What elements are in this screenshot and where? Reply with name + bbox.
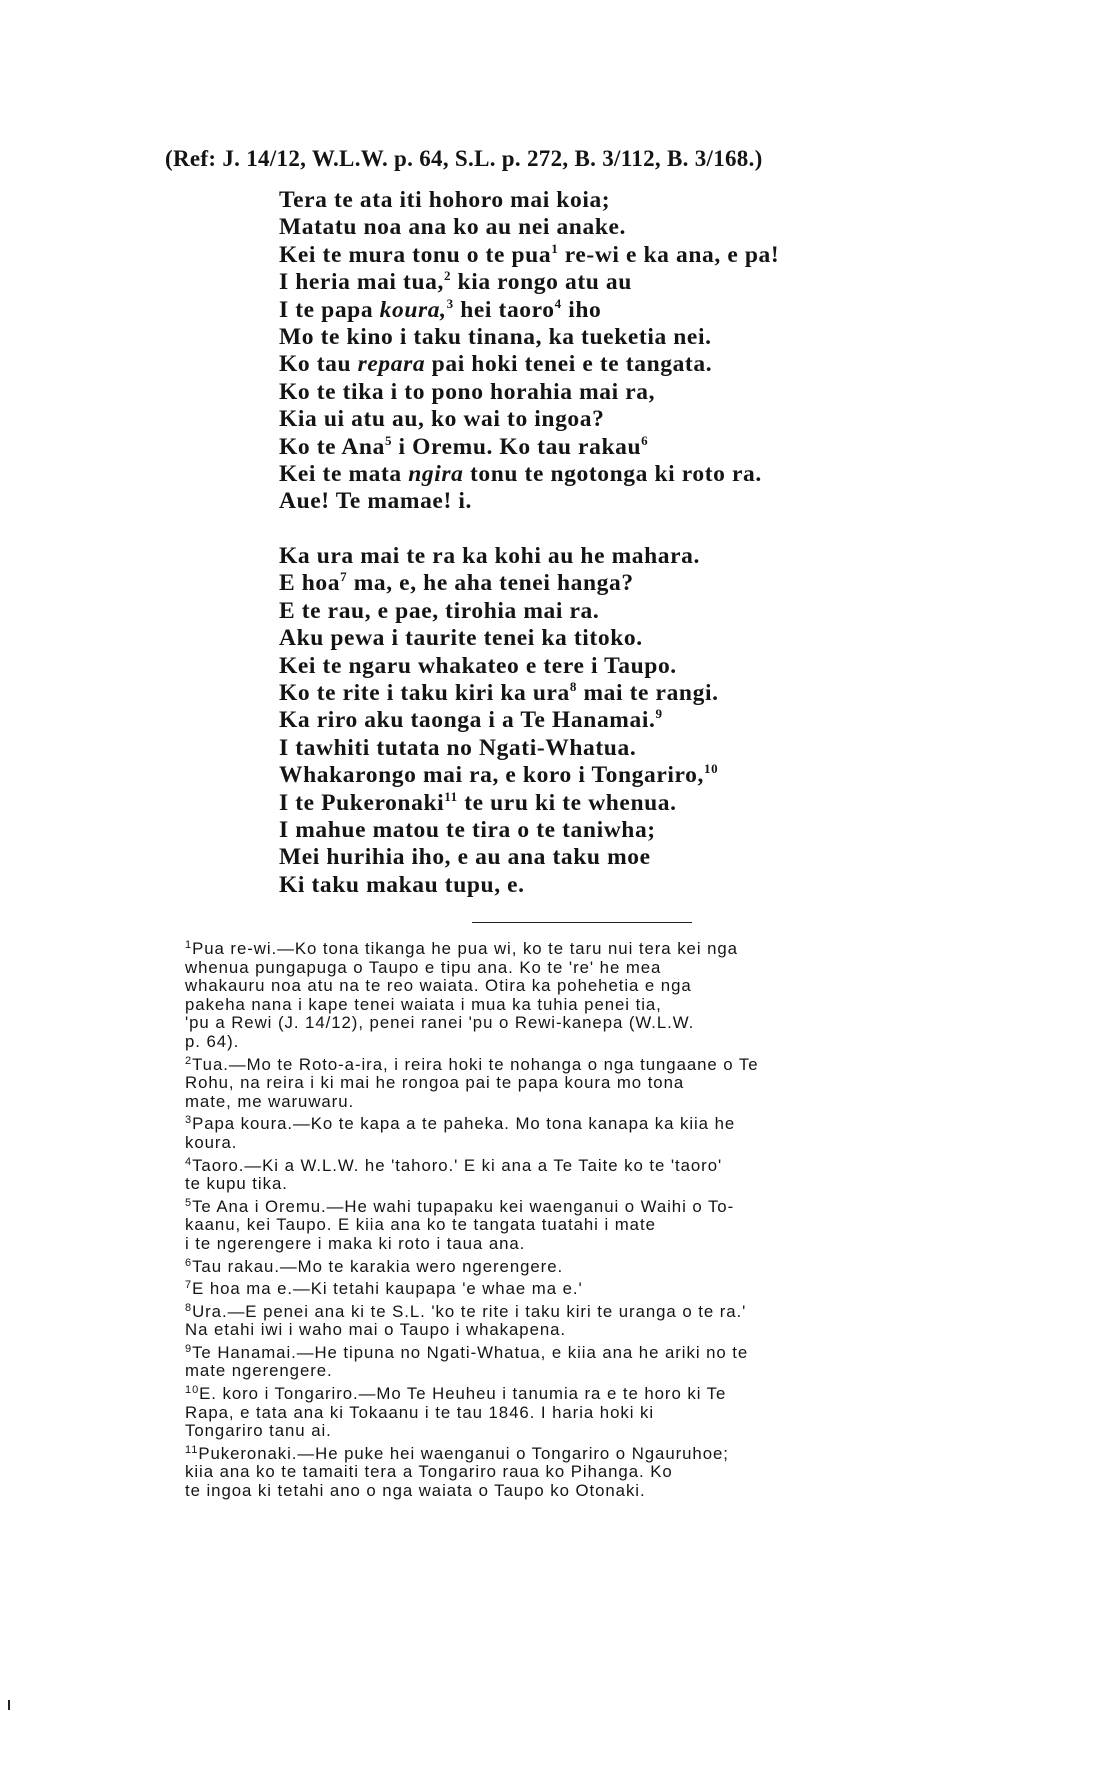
footnote-text: koura.: [185, 1132, 238, 1152]
footnote-line: [185, 1155, 985, 1176]
footnote-text: whakauru noa atu na te reo waiata. Otira ka pohehetia e nga: [185, 976, 692, 996]
footnote: [185, 1344, 985, 1381]
poem-line: [279, 187, 779, 214]
poem-line: [279, 872, 719, 899]
footnote: [185, 1198, 985, 1254]
line-text: E te rau, e pae, tirohia mai ra.: [279, 597, 600, 624]
footnote-line: [185, 1054, 985, 1075]
line-text: Kia ui atu au, ko wai to ingoa?: [279, 406, 605, 433]
line-text: Aue! Te mamae! i.: [279, 488, 472, 515]
footnote-text: i te ngerengere i maka ki roto i taua ana.: [185, 1233, 526, 1253]
line-text: mai te rangi.: [577, 680, 719, 707]
stanza-2: [279, 543, 719, 899]
italic-word: koura,: [379, 296, 447, 323]
footnote: [185, 1445, 985, 1501]
footnote-text: E hoa ma e.—Ki tetahi kaupapa 'e whae ma e.': [192, 1279, 583, 1299]
line-text: Ki taku makau tupu, e.: [279, 871, 525, 898]
line-text: ma, e, he aha tenei hanga?: [347, 570, 634, 597]
footnote-ref: 7: [340, 569, 348, 585]
line-text: Mei hurihia iho, e au ana taku moe: [279, 844, 651, 871]
footnote-number: 6: [185, 1256, 193, 1269]
footnote-text: mate ngerengere.: [185, 1361, 333, 1381]
footnote-text: Tau rakau.—Mo te karakia wero ngerengere.: [192, 1256, 564, 1276]
footnote: [185, 1115, 985, 1152]
footnote-number: 9: [185, 1342, 193, 1355]
footnote: [185, 1056, 985, 1112]
line-text: iho: [561, 296, 602, 323]
poem-line: [279, 707, 719, 734]
footnote-ref: 2: [443, 268, 452, 284]
poem-line: [279, 488, 779, 515]
footnote: [185, 1303, 985, 1340]
line-text: tonu te ngotonga ki roto ra.: [463, 461, 762, 488]
footnote-line: [185, 1256, 985, 1277]
line-text: kia rongo atu au: [451, 269, 632, 296]
line-text: Kei te ngaru whakateo e tere i Taupo.: [279, 652, 677, 679]
footnote-ref: 5: [384, 432, 393, 448]
footnote-number: 10: [185, 1384, 200, 1397]
poem-line: [279, 406, 779, 433]
poem-line: [279, 653, 719, 680]
footnote-line: [185, 1031, 985, 1052]
footnotes: [185, 940, 985, 1505]
italic-word: ngira: [408, 461, 464, 488]
footnote-text: Tua.—Mo te Roto-a-ira, i reira hoki te nohanga o nga tungaane o Te: [192, 1054, 759, 1074]
line-text: hei taoro: [453, 296, 555, 323]
footnote-line: [185, 976, 985, 996]
footnote-number: 11: [185, 1443, 199, 1456]
footnote-line: [185, 1132, 985, 1153]
line-text: Ko te Ana: [279, 433, 385, 460]
poem-line: [279, 762, 719, 789]
poem-line: [279, 434, 779, 461]
footnote-line: [185, 1233, 985, 1254]
footnote-line: [185, 1361, 985, 1381]
footnote-line: [185, 957, 985, 978]
footnote-ref: 10: [703, 761, 719, 777]
footnote-text: kiia ana ko te tamaiti tera a Tongariro raua ko Pihanga. Ko: [185, 1462, 673, 1482]
poem-line: [279, 844, 719, 871]
line-text: E hoa: [279, 570, 341, 597]
footnote-text: Taoro.—Ki a W.L.W. he 'tahoro.' E ki ana a Te Taite ko te 'taoro': [192, 1155, 723, 1175]
footnote-line: [185, 1301, 985, 1322]
footnote-divider: [472, 922, 692, 923]
footnote: [185, 1385, 985, 1441]
line-text: te uru ki te whenua.: [457, 789, 677, 816]
footnote-number: 3: [185, 1114, 193, 1127]
footnote-text: te ingoa ki tetahi ano o nga waiata o Taupo ko Otonaki.: [185, 1481, 646, 1501]
footnote-ref: 9: [655, 706, 663, 722]
stanza-1: [279, 187, 779, 516]
poem-line: [279, 680, 719, 707]
footnote-text: Na etahi iwi i waho mai o Taupo i whakapena.: [185, 1320, 567, 1340]
footnote-ref: 3: [446, 295, 454, 311]
footnote-text: Rapa, e tata ana ki Tokaanu i te tau 1846. I haria hoki ki: [185, 1402, 655, 1422]
poem-line: [279, 242, 779, 269]
footnote-text: 'pu a Rewi (J. 14/12), penei ranei 'pu o Rewi-kanepa (W.L.W.: [185, 1013, 695, 1033]
line-text: i Oremu. Ko tau rakau: [392, 433, 642, 460]
line-text: Matatu noa ana ko au nei anake.: [279, 214, 627, 241]
footnote-text: Papa koura.—Ko te kapa a te paheka. Mo tona kanapa ka kiia he: [192, 1114, 736, 1134]
reference-line: (Ref: J. 14/12, W.L.W. p. 64, S.L. p. 272, B. 3/112, B. 3/168.): [165, 146, 763, 171]
footnote-text: p. 64).: [185, 1031, 240, 1051]
footnote-line: [185, 1342, 985, 1363]
footnote-ref: 1: [551, 240, 559, 256]
line-text: Kei te mura tonu o te pua: [279, 241, 552, 268]
footnote-text: Pukeronaki.—He puke hei waenganui o Tongariro o Ngauruhoe;: [198, 1443, 729, 1463]
footnote: [185, 1157, 985, 1194]
footnote-text: mate, me waruwaru.: [185, 1091, 355, 1111]
footnote-ref: 4: [554, 295, 562, 311]
line-text: Ko tau: [279, 351, 358, 378]
line-text: Ka riro aku taonga i a Te Hanamai.: [279, 707, 656, 734]
footnote-number: 5: [185, 1196, 193, 1209]
footnote-text: pakeha nana i kape tenei waiata i mua ka tuhia penei tia,: [185, 994, 662, 1014]
poem-line: [279, 570, 719, 597]
poem-line: [279, 269, 779, 296]
margin-tick-mark: [8, 1700, 10, 1710]
footnote-line: [185, 1320, 985, 1340]
footnote-text: Te Hanamai.—He tipuna no Ngati-Whatua, e kiia ana he ariki no te: [192, 1342, 749, 1362]
line-text: Aku pewa i taurite tenei ka titoko.: [279, 625, 643, 652]
footnote-text: Pua re-wi.—Ko tona tikanga he pua wi, ko te taru nui tera kei nga: [192, 939, 738, 958]
poem-line: [279, 351, 779, 378]
footnote-line: [185, 939, 985, 959]
footnote-line: [185, 1481, 985, 1501]
footnote-line: [185, 1443, 985, 1464]
line-text: Whakarongo mai ra, e koro i Tongariro,: [279, 762, 704, 789]
poem-line: [279, 598, 719, 625]
footnote-number: 4: [185, 1155, 193, 1168]
footnote: [185, 1280, 985, 1299]
poem-line: [279, 790, 719, 817]
footnote-line: [185, 1114, 985, 1134]
poem-line: [279, 379, 779, 406]
footnote-line: [185, 1215, 985, 1235]
line-text: Tera te ata iti hohoro mai koia;: [279, 187, 611, 213]
footnote-line: [185, 1073, 985, 1093]
footnote-text: Rohu, na reira i ki mai he rongoa pai te papa koura mo tona: [185, 1073, 685, 1093]
footnote-text: te kupu tika.: [185, 1174, 288, 1194]
footnote-line: [185, 994, 985, 1015]
footnote-line: [185, 1174, 985, 1194]
footnote-line: [185, 1013, 985, 1033]
footnote-ref: 8: [569, 679, 578, 695]
footnote-line: [185, 1091, 985, 1112]
poem-line: [279, 214, 779, 241]
footnote-line: [185, 1402, 985, 1423]
poem-line: [279, 735, 719, 762]
line-text: Ko te tika i to pono horahia mai ra,: [279, 378, 656, 405]
line-text: Ko te rite i taku kiri ka ura: [279, 680, 570, 707]
footnote-number: 2: [185, 1054, 193, 1067]
poem-line: [279, 297, 779, 324]
footnote: [185, 940, 985, 1052]
footnote: [185, 1258, 985, 1277]
line-text: I te Pukeronaki: [279, 789, 445, 816]
line-text: Mo te kino i taku tinana, ka tueketia nei.: [279, 324, 712, 351]
line-text: pai hoki tenei e te tangata.: [425, 351, 713, 378]
line-text: re-wi e ka ana, e pa!: [558, 241, 780, 268]
line-text: Ka ura mai te ra ka kohi au he mahara.: [279, 543, 701, 569]
poem-line: [279, 543, 719, 570]
footnote-text: Te Ana i Oremu.—He wahi tupapaku kei waenganui o Waihi o To-: [192, 1196, 735, 1216]
poem-line: [279, 461, 779, 488]
footnote-ref: 6: [641, 432, 649, 448]
footnote-line: [185, 1279, 985, 1299]
footnote-ref: 11: [444, 788, 458, 804]
footnote-text: whenua pungapuga o Taupo e tipu ana. Ko te 're' he mea: [185, 957, 662, 977]
poem-line: [279, 817, 719, 844]
footnote-text: kaanu, kei Taupo. E kiia ana ko te tangata tuatahi i mate: [185, 1215, 656, 1235]
italic-word: repara: [357, 351, 426, 378]
footnote-line: [185, 1384, 985, 1404]
line-text: I te papa: [279, 296, 380, 323]
poem-line: [279, 324, 779, 351]
footnote-number: 8: [185, 1301, 193, 1314]
line-text: I mahue matou te tira o te taniwha;: [279, 817, 656, 844]
footnote-line: [185, 1462, 985, 1482]
footnote-line: [185, 1421, 985, 1441]
line-text: Kei te mata: [279, 461, 409, 488]
footnote-text: Tongariro tanu ai.: [185, 1421, 332, 1441]
poem-line: [279, 625, 719, 652]
footnote-line: [185, 1196, 985, 1217]
footnote-text: Ura.—E penei ana ki te S.L. 'ko te rite i taku kiri te uranga o te ra.': [192, 1301, 747, 1321]
line-text: I tawhiti tutata no Ngati-Whatua.: [279, 734, 637, 761]
footnote-text: E. koro i Tongariro.—Mo Te Heuheu i tanumia ra e te horo ki Te: [199, 1384, 727, 1404]
footnote-number: 1: [185, 939, 193, 951]
line-text: I heria mai tua,: [279, 269, 444, 296]
footnote-number: 7: [185, 1279, 193, 1292]
